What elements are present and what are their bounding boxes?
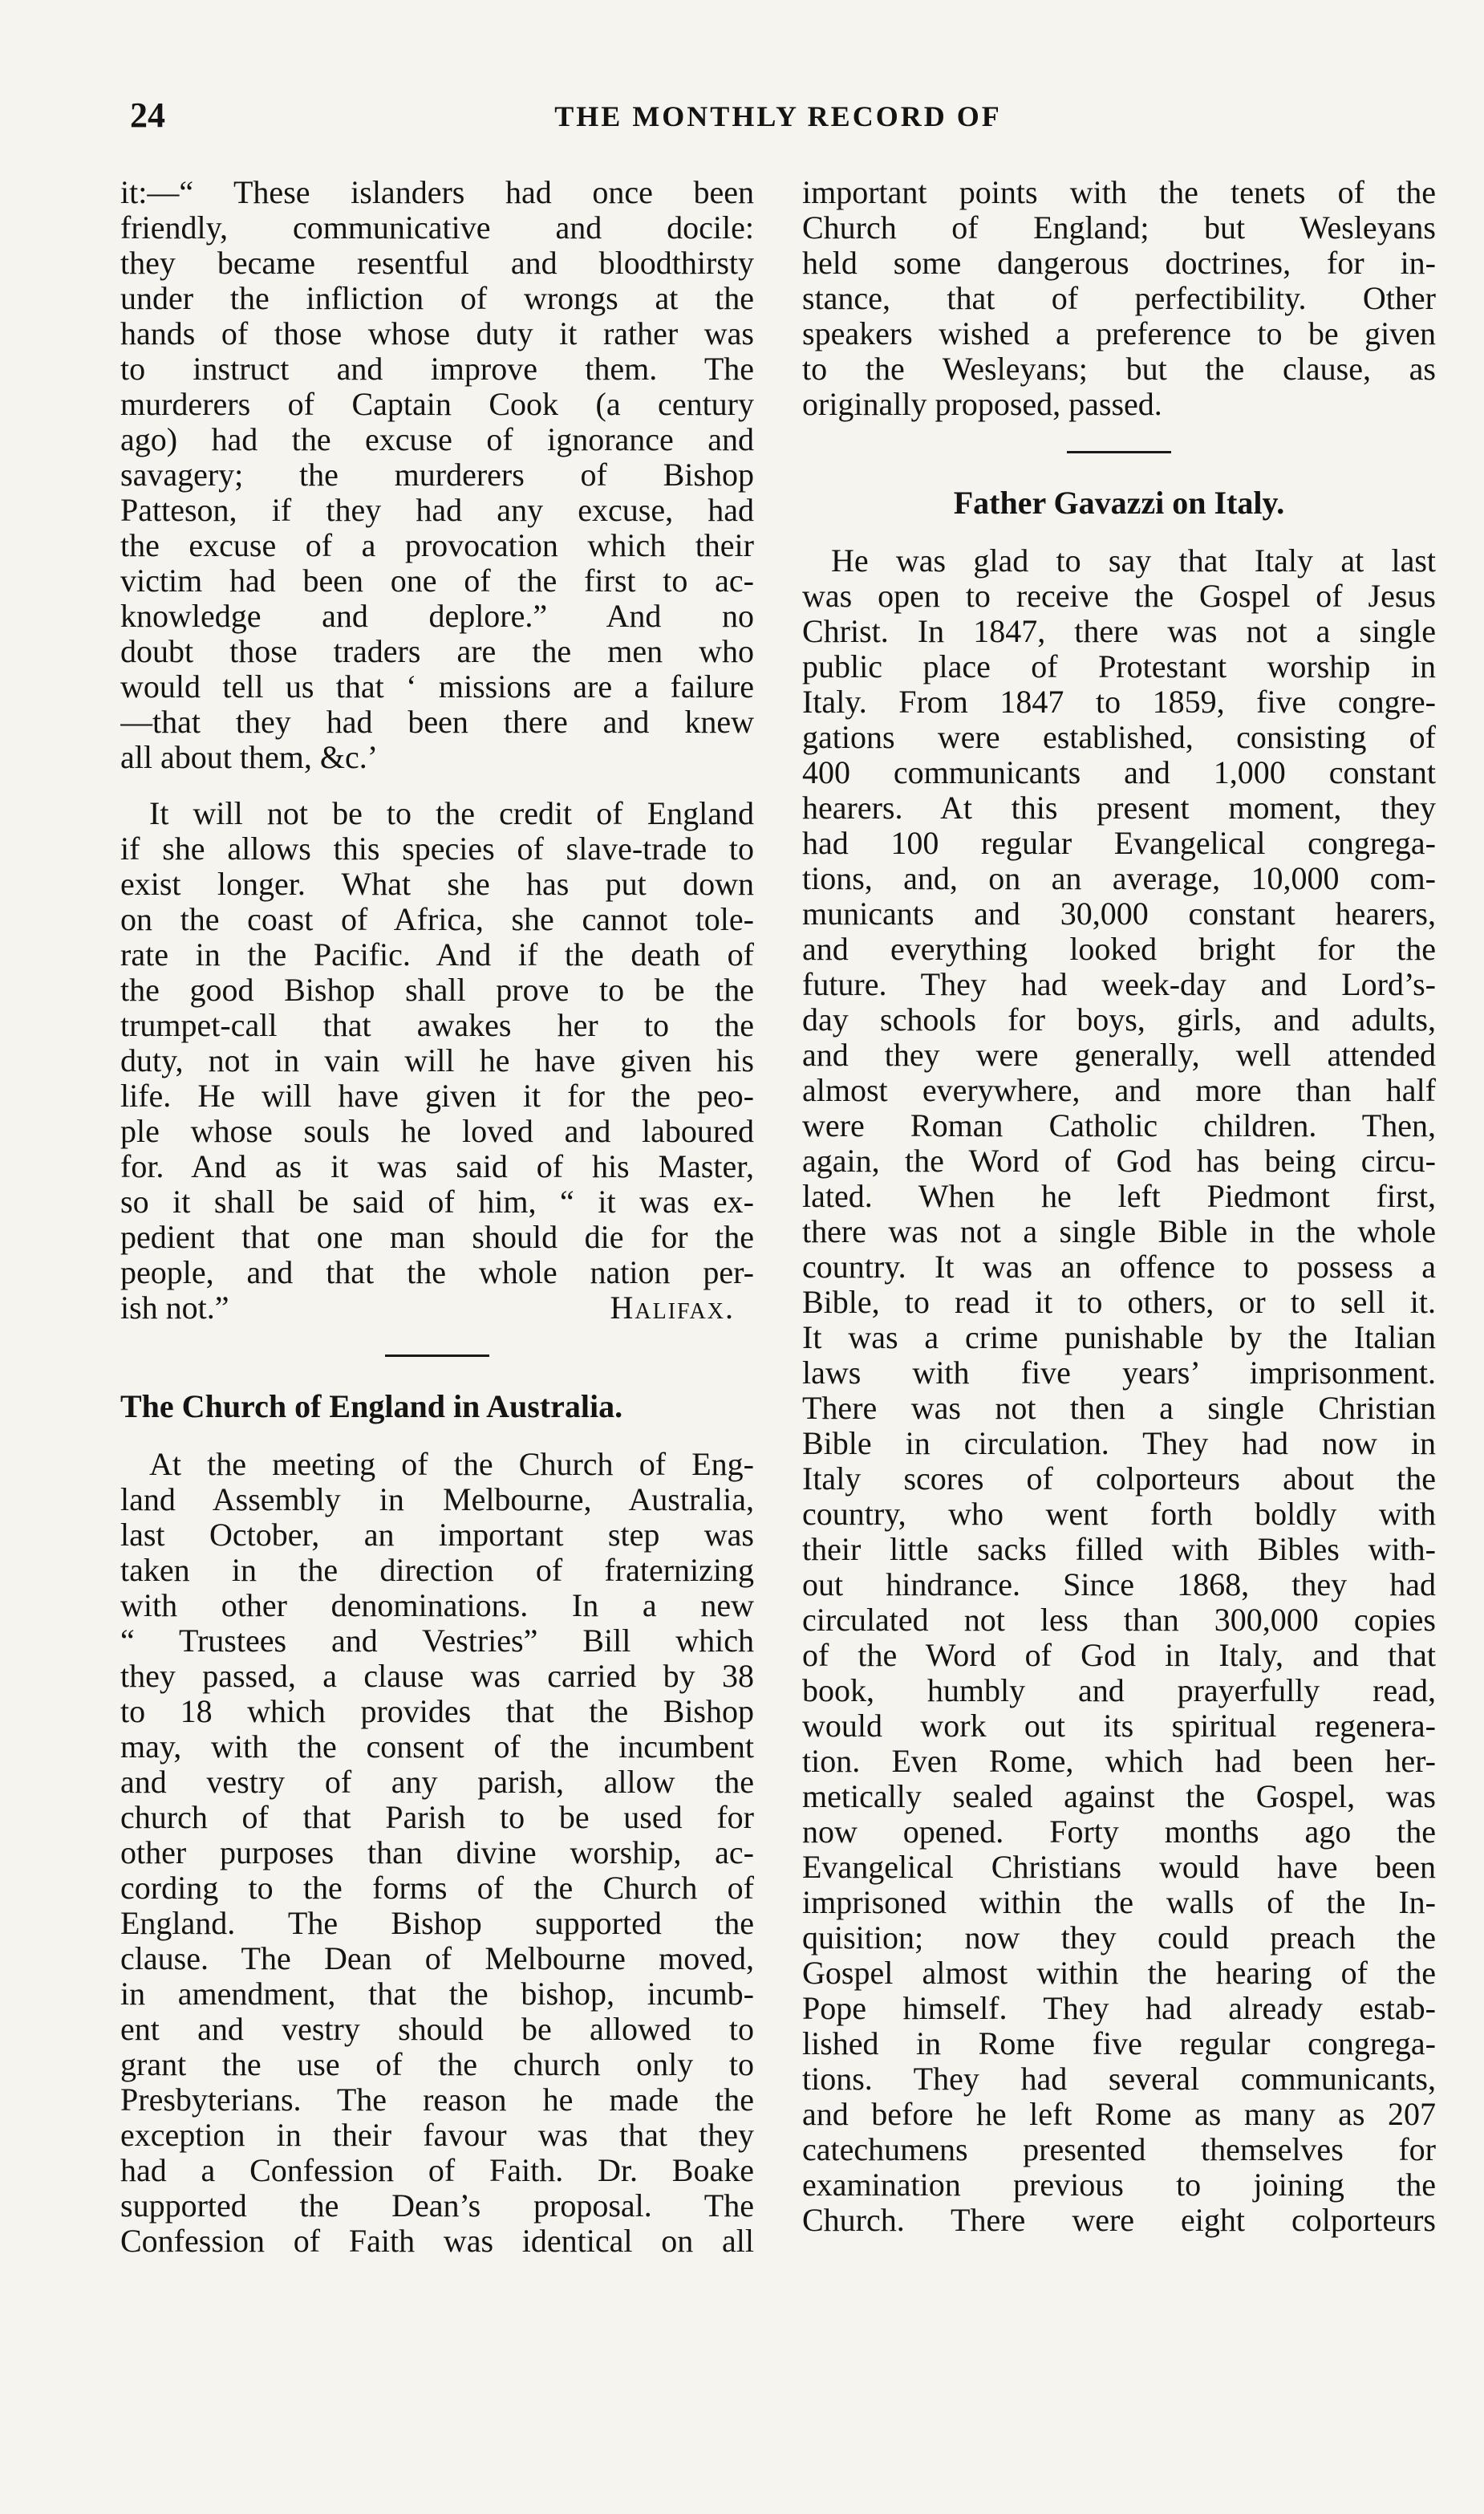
text-line: important points with the tenets of the bbox=[802, 175, 1436, 210]
page-number: 24 bbox=[130, 95, 165, 135]
text-line: imprisoned within the walls of the In- bbox=[802, 1885, 1436, 1920]
text-line: cording to the forms of the Church of bbox=[120, 1870, 754, 1906]
text-line: tion. Even Rome, which had been her- bbox=[802, 1744, 1436, 1779]
text-line: ple whose souls he loved and laboured bbox=[120, 1114, 754, 1149]
text-line: country. It was an offence to possess a bbox=[802, 1249, 1436, 1285]
text-line: if she allows this species of slave-trade to bbox=[120, 831, 754, 867]
text-line: all about them, &c.’ bbox=[120, 740, 379, 775]
section-divider bbox=[1067, 451, 1171, 453]
text-line: Patteson, if they had any excuse, had bbox=[120, 493, 754, 528]
left-column bbox=[120, 175, 754, 2259]
text-line: exist longer. What she has put down bbox=[120, 867, 754, 902]
text-line: the excuse of a provocation which their bbox=[120, 528, 754, 563]
text-line: trumpet-call that awakes her to the bbox=[120, 1008, 754, 1043]
text-line: circulated not less than 300,000 copies bbox=[802, 1602, 1436, 1638]
text-line: they became resentful and bloodthirsty bbox=[120, 246, 754, 281]
text-line: ent and vestry should be allowed to bbox=[120, 2012, 754, 2047]
text-line: taken in the direction of fraternizing bbox=[120, 1553, 754, 1588]
text-line: public place of Protestant worship in bbox=[802, 649, 1436, 684]
heading-father-gavazzi: Father Gavazzi on Italy. bbox=[953, 485, 1285, 521]
text-line: it:—“ These islanders had once been bbox=[120, 175, 754, 210]
text-line: hearers. At this present moment, they bbox=[802, 790, 1436, 826]
text-line: grant the use of the church only to bbox=[120, 2047, 754, 2082]
text-line: they passed, a clause was carried by 38 bbox=[120, 1659, 754, 1694]
text-line: duty, not in vain will he have given his bbox=[120, 1043, 754, 1078]
text-line: last October, an important step was bbox=[120, 1517, 754, 1553]
text-line: victim had been one of the first to ac- bbox=[120, 563, 754, 599]
text-line: examination previous to joining the bbox=[802, 2167, 1436, 2203]
section-divider bbox=[385, 1354, 489, 1357]
paragraph-islanders-quote bbox=[120, 175, 754, 775]
text-line: murderers of Captain Cook (a century bbox=[120, 387, 754, 422]
text-line: There was not then a single Christian bbox=[802, 1391, 1436, 1426]
text-line: of the Word of God in Italy, and that bbox=[802, 1638, 1436, 1673]
text-line: and everything looked bright for the bbox=[802, 932, 1436, 967]
text-line: were Roman Catholic children. Then, bbox=[802, 1108, 1436, 1143]
text-line: municants and 30,000 constant hearers, bbox=[802, 896, 1436, 932]
paragraph-melbourne-assembly bbox=[120, 1447, 754, 2259]
text-line: Presbyterians. The reason he made the bbox=[120, 2082, 754, 2118]
signature-line bbox=[120, 1290, 754, 1326]
text-line: had a Confession of Faith. Dr. Boake bbox=[120, 2153, 754, 2188]
text-columns bbox=[120, 175, 1436, 2259]
text-line: their little sacks filled with Bibles with- bbox=[802, 1532, 1436, 1567]
text-line: metically sealed against the Gospel, was bbox=[802, 1779, 1436, 1814]
text-line: rate in the Pacific. And if the death of bbox=[120, 937, 754, 973]
text-line: and they were generally, well attended bbox=[802, 1038, 1436, 1073]
text-line: life. He will have given it for the peo- bbox=[120, 1078, 754, 1114]
text-line: lated. When he left Piedmont first, bbox=[802, 1179, 1436, 1214]
text-line: other purposes than divine worship, ac- bbox=[120, 1835, 754, 1870]
heading-church-of-england-australia: The Church of England in Australia. bbox=[120, 1388, 623, 1424]
text-line: Confession of Faith was identical on all bbox=[120, 2224, 754, 2259]
text-line: doubt those traders are the men who bbox=[120, 634, 754, 669]
text-line: so it shall be said of him, “ it was ex- bbox=[120, 1184, 754, 1220]
text-line: Pope himself. They had already estab- bbox=[802, 1991, 1436, 2026]
text-line: tions. They had several communicants, bbox=[802, 2061, 1436, 2097]
text-line: laws with five years’ imprisonment. bbox=[802, 1355, 1436, 1391]
text-line: tions, and, on an average, 10,000 com- bbox=[802, 861, 1436, 896]
text-line: lished in Rome five regular congrega- bbox=[802, 2026, 1436, 2061]
text-line: and before he left Rome as many as 207 bbox=[802, 2097, 1436, 2132]
text-line: Church of England; but Wesleyans bbox=[802, 210, 1436, 246]
text-line: 400 communicants and 1,000 constant bbox=[802, 755, 1436, 790]
text-line: to instruct and improve them. The bbox=[120, 351, 754, 387]
text-line: It was a crime punishable by the Italian bbox=[802, 1320, 1436, 1355]
text-line: was open to receive the Gospel of Jesus bbox=[802, 579, 1436, 614]
text-line: Bible in circulation. They had now in bbox=[802, 1426, 1436, 1461]
text-line: clause. The Dean of Melbourne moved, bbox=[120, 1941, 754, 1976]
text-line: Christ. In 1847, there was not a single bbox=[802, 614, 1436, 649]
text-line: to the Wesleyans; but the clause, as bbox=[802, 351, 1436, 387]
text-line: Italy scores of colporteurs about the bbox=[802, 1461, 1436, 1497]
closing-text: ish not.” bbox=[120, 1289, 229, 1326]
text-line: again, the Word of God has being circu- bbox=[802, 1143, 1436, 1179]
text-line: held some dangerous doctrines, for in- bbox=[802, 246, 1436, 281]
text-line: had 100 regular Evangelical congrega- bbox=[802, 826, 1436, 861]
text-line: out hindrance. Since 1868, they had bbox=[802, 1567, 1436, 1602]
text-line: Evangelical Christians would have been bbox=[802, 1850, 1436, 1885]
text-line: knowledge and deplore.” And no bbox=[120, 599, 754, 634]
page bbox=[120, 95, 1436, 2470]
text-line: the good Bishop shall prove to be the bbox=[120, 973, 754, 1008]
text-line: —that they had been there and knew bbox=[120, 705, 754, 740]
text-line: supported the Dean’s proposal. The bbox=[120, 2188, 754, 2224]
text-line: savagery; the murderers of Bishop bbox=[120, 457, 754, 493]
text-line: almost everywhere, and more than half bbox=[802, 1073, 1436, 1108]
text-line: quisition; now they could preach the bbox=[802, 1920, 1436, 1956]
text-line: to 18 which provides that the Bishop bbox=[120, 1694, 754, 1729]
text-line: now opened. Forty months ago the bbox=[802, 1814, 1436, 1850]
paragraph-credit-of-england bbox=[120, 796, 754, 1290]
text-line: under the infliction of wrongs at the bbox=[120, 281, 754, 316]
text-line: future. They had week-day and Lord’s- bbox=[802, 967, 1436, 1002]
text-line: with other denominations. In a new bbox=[120, 1588, 754, 1623]
text-line: book, humbly and prayerfully read, bbox=[802, 1673, 1436, 1708]
text-line: on the coast of Africa, she cannot tole- bbox=[120, 902, 754, 937]
text-line: Gospel almost within the hearing of the bbox=[802, 1956, 1436, 1991]
text-line: Bible, to read it to others, or to sell it. bbox=[802, 1285, 1436, 1320]
text-line: catechumens presented themselves for bbox=[802, 2132, 1436, 2167]
text-line: for. And as it was said of his Master, bbox=[120, 1149, 754, 1184]
text-line: land Assembly in Melbourne, Australia, bbox=[120, 1482, 754, 1517]
text-line: in amendment, that the bishop, incumb- bbox=[120, 1976, 754, 2012]
text-line: originally proposed, passed. bbox=[802, 387, 1162, 422]
author-signature: Halifax. bbox=[610, 1289, 735, 1326]
text-line: would work out its spiritual regenera- bbox=[802, 1708, 1436, 1744]
text-line: “ Trustees and Vestries” Bill which bbox=[120, 1623, 754, 1659]
text-line: hands of those whose duty it rather was bbox=[120, 316, 754, 351]
text-line: may, with the consent of the incumbent bbox=[120, 1729, 754, 1765]
text-line: ago) had the excuse of ignorance and bbox=[120, 422, 754, 457]
text-line: would tell us that ‘ missions are a failure bbox=[120, 669, 754, 705]
running-head bbox=[120, 95, 1436, 151]
text-line: Italy. From 1847 to 1859, five congre- bbox=[802, 684, 1436, 720]
text-line: It will not be to the credit of England bbox=[149, 796, 754, 831]
text-line: England. The Bishop supported the bbox=[120, 1906, 754, 1941]
paragraph-wesleyans bbox=[802, 175, 1436, 422]
text-line: exception in their favour was that they bbox=[120, 2118, 754, 2153]
text-line: At the meeting of the Church of Eng- bbox=[149, 1447, 754, 1482]
text-line: pedient that one man should die for the bbox=[120, 1220, 754, 1255]
text-line: and vestry of any parish, allow the bbox=[120, 1765, 754, 1800]
text-line: stance, that of perfectibility. Other bbox=[802, 281, 1436, 316]
text-line: speakers wished a preference to be given bbox=[802, 316, 1436, 351]
text-line: church of that Parish to be used for bbox=[120, 1800, 754, 1835]
text-line: gations were established, consisting of bbox=[802, 720, 1436, 755]
text-line: day schools for boys, girls, and adults, bbox=[802, 1002, 1436, 1038]
running-title: THE MONTHLY RECORD OF bbox=[554, 100, 1002, 132]
text-line: Church. There were eight colporteurs bbox=[802, 2203, 1436, 2238]
paragraph-gospel-in-italy bbox=[802, 543, 1436, 2238]
text-line: country, who went forth boldly with bbox=[802, 1497, 1436, 1532]
right-column bbox=[802, 175, 1436, 2259]
text-line: people, and that the whole nation per- bbox=[120, 1255, 754, 1290]
text-line: friendly, communicative and docile: bbox=[120, 210, 754, 246]
text-line: He was glad to say that Italy at last bbox=[831, 543, 1436, 579]
text-line: there was not a single Bible in the whole bbox=[802, 1214, 1436, 1249]
